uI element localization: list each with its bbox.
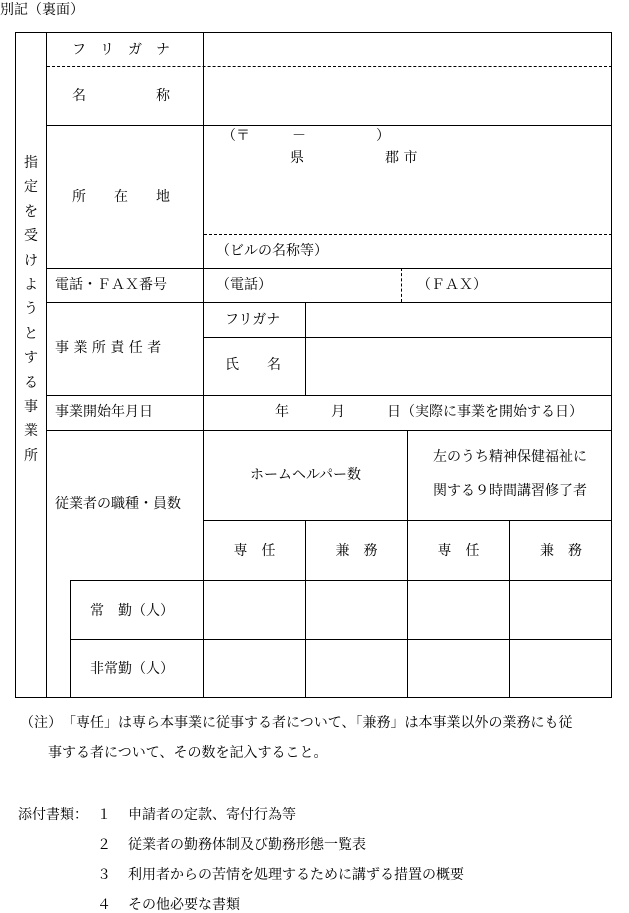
phone-fax-divider (401, 268, 402, 302)
name-label: 名 称 (72, 88, 170, 104)
helper-count-header: ホームヘルパー数 (249, 467, 362, 483)
fulltime-header-2: 専 任 (437, 543, 480, 559)
rule-after-start-date (47, 430, 612, 431)
phone-fax-label: 電話・ＦＡＸ番号 (55, 277, 167, 293)
label-column-divider (203, 32, 204, 580)
form-header: 別記（裏面） (0, 2, 84, 18)
staff-label: 従業者の職種・員数 (55, 496, 181, 512)
gun-shi-label: 郡 市 (385, 150, 418, 166)
staff-mid-divider (407, 430, 408, 698)
irregular-row-label: 非常勤（人） (90, 661, 174, 677)
building-label: （ビルの名称等） (216, 243, 328, 259)
applicant-vertical-label: 指 定 を 受 け よ う と す る 事 業 所 (24, 155, 38, 464)
furigana-label: フ リ ガ ナ (72, 42, 170, 58)
manager-furigana-label: フリガナ (225, 312, 281, 328)
phone-label: （電話） (216, 277, 272, 293)
rule-staff-header (204, 520, 612, 521)
attachment-text: その他必要な書類 (128, 897, 240, 913)
rule-after-manager (47, 395, 612, 396)
fulltime-header-1: 専 任 (233, 543, 276, 559)
rule-after-phone (47, 302, 612, 303)
attachments-label: 添付書類： (18, 807, 88, 823)
manager-label: 事 業 所 責 任 者 (55, 340, 162, 356)
manager-name-label: 氏 名 (225, 357, 281, 373)
location-label: 所 在 地 (72, 189, 170, 205)
rule-manager-inner (204, 337, 612, 338)
rule-after-regular (71, 639, 612, 640)
attachment-number: ４ (97, 897, 111, 913)
postal-code-field: （〒 － ） (222, 128, 390, 144)
start-date-value: 年 月 日（実際に事業を開始する日） (275, 404, 583, 420)
attachment-text: 申請者の定款、寄付行為等 (128, 807, 296, 823)
attachment-number: １ (97, 807, 111, 823)
left-column-divider (46, 32, 47, 698)
attachment-number: ２ (97, 837, 111, 853)
staff-indent-divider (70, 580, 71, 698)
concurrent-header-1: 兼 務 (335, 543, 378, 559)
note-line-2: 事する者について、その数を記入すること。 (48, 745, 328, 761)
rule-after-location (47, 268, 612, 269)
concurrent-header-2: 兼 務 (540, 543, 582, 559)
prefecture-label: 県 (290, 150, 304, 166)
start-date-label: 事業開始年月日 (55, 404, 153, 420)
attachment-number: ３ (97, 867, 111, 883)
rule-after-subheader (71, 580, 612, 581)
manager-divider (305, 302, 306, 395)
mental-health-header-line2: 関する９時間講習修了者 (433, 483, 587, 499)
rule-after-name (47, 125, 612, 126)
attachment-text: 利用者からの苦情を処理するために講ずる措置の概要 (128, 867, 464, 883)
building-divider (204, 234, 612, 235)
attachment-text: 従業者の勤務体制及び勤務形態一覧表 (128, 837, 366, 853)
furigana-divider (47, 66, 612, 67)
regular-row-label: 常 勤（人） (90, 603, 174, 619)
mental-health-header-line1: 左のうち精神保健福祉に (433, 449, 587, 465)
fax-label: （ＦＡＸ） (417, 277, 487, 293)
note-line-1: （注） 「専任」は専ら本事業に従事する者について、「兼務」は本事業以外の業務にも従 (20, 715, 573, 731)
